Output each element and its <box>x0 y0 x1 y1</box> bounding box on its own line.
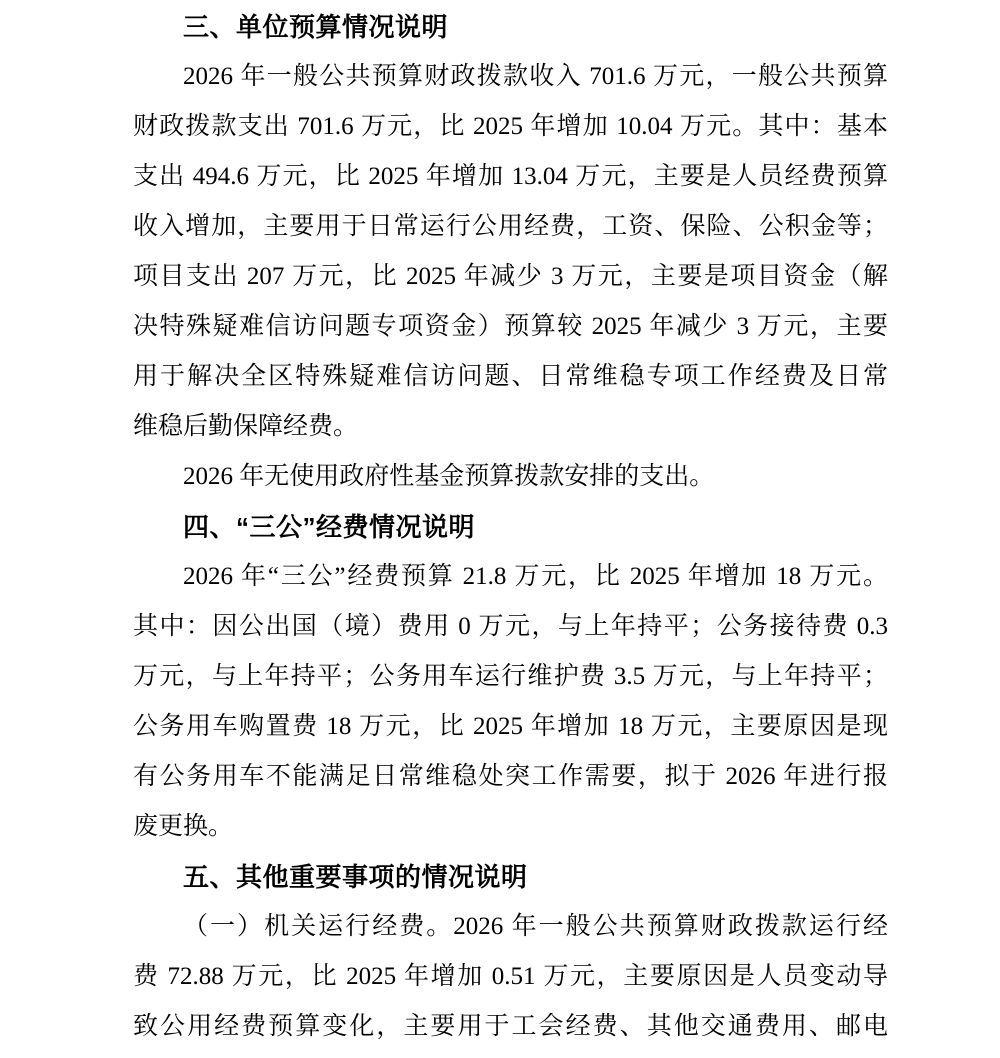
document-line: 废更换。 <box>133 813 234 840</box>
document-line: 维稳后勤保障经费。 <box>133 413 359 440</box>
document-line: 项目支出 207 万元，比 2025 年减少 3 万元，主要是项目资金（解 <box>133 263 888 290</box>
document-line: 2026 年一般公共预算财政拨款收入 701.6 万元，一般公共预算 <box>183 63 888 90</box>
document-line: 收入增加，主要用于日常运行公用经费，工资、保险、公积金等； <box>133 213 888 240</box>
document-line: 支出 494.6 万元，比 2025 年增加 13.04 万元，主要是人员经费预算 <box>133 163 888 190</box>
document-line: 决特殊疑难信访问题专项资金）预算较 2025 年减少 3 万元，主要 <box>133 313 888 340</box>
document-line: 用于解决全区特殊疑难信访问题、日常维稳专项工作经费及日常 <box>133 363 888 390</box>
document-line: 公务用车购置费 18 万元，比 2025 年增加 18 万元，主要原因是现 <box>133 713 888 740</box>
document-line: 万元，与上年持平；公务用车运行维护费 3.5 万元，与上年持平； <box>133 663 888 690</box>
section-heading: 四、“三公”经费情况说明 <box>183 512 476 542</box>
document-line: 2026 年无使用政府性基金预算拨款安排的支出。 <box>183 463 715 490</box>
document-line: 费 72.88 万元，比 2025 年增加 0.51 万元，主要原因是人员变动导 <box>133 963 888 990</box>
section-heading: 五、其他重要事项的情况说明 <box>183 862 528 892</box>
document-line: 致公用经费预算变化，主要用于工会经费、其他交通费用、邮电 <box>133 1013 888 1040</box>
document-line: 2026 年“三公”经费预算 21.8 万元，比 2025 年增加 18 万元。 <box>183 563 888 590</box>
document-line: （一）机关运行经费。2026 年一般公共预算财政拨款运行经 <box>183 913 888 940</box>
section-heading: 三、单位预算情况说明 <box>183 12 449 42</box>
document-body <box>133 2 888 1052</box>
document-line: 其中：因公出国（境）费用 0 万元，与上年持平；公务接待费 0.3 <box>133 613 888 640</box>
document-line: 有公务用车不能满足日常维稳处突工作需要，拟于 2026 年进行报 <box>133 763 888 790</box>
document-line: 财政拨款支出 701.6 万元，比 2025 年增加 10.04 万元。其中：基本 <box>133 113 888 140</box>
